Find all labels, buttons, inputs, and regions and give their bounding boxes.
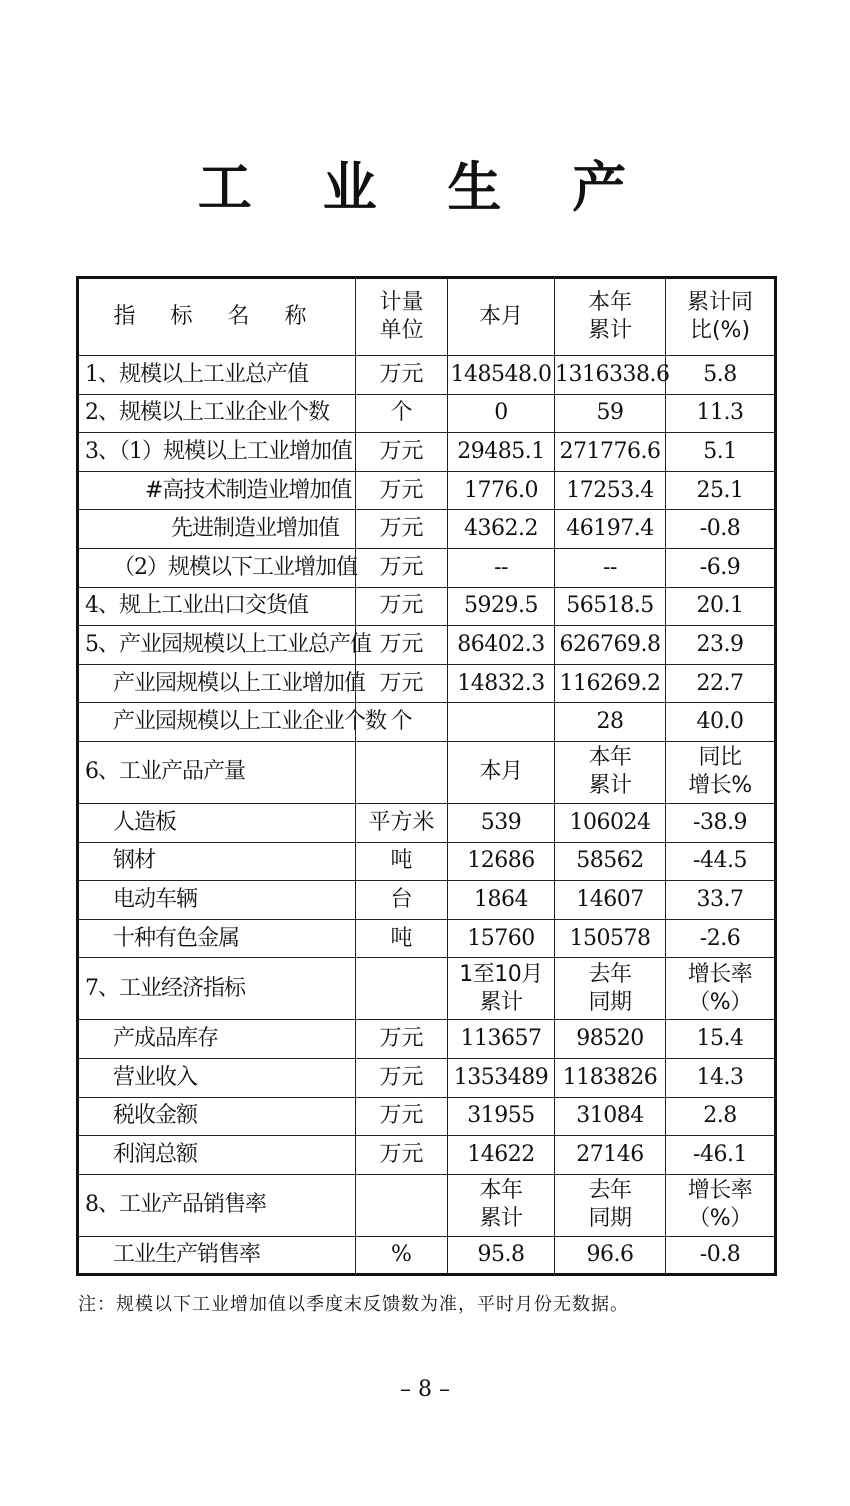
value-cell-3: 14.3 bbox=[666, 1058, 776, 1097]
unit-cell: 平方米 bbox=[356, 803, 448, 842]
header-unit-line2: 单位 bbox=[379, 318, 424, 343]
value-cell-1: 95.8 bbox=[448, 1236, 555, 1275]
value-cell-2: 14607 bbox=[555, 881, 666, 920]
unit-cell bbox=[356, 741, 448, 803]
section-col-2 bbox=[555, 741, 666, 803]
section-col-2-line2: 累计 bbox=[588, 773, 632, 799]
section-col-1-line2: 累计 bbox=[479, 1206, 523, 1232]
value-cell-3: -0.8 bbox=[666, 1236, 776, 1275]
section-col-2-line1: 去年 bbox=[588, 961, 632, 987]
unit-cell: 万元 bbox=[356, 1058, 448, 1097]
value-cell-1: 1353489 bbox=[448, 1058, 555, 1097]
section-col-3-line1: 同比 bbox=[698, 745, 742, 771]
section-col-3 bbox=[666, 741, 776, 803]
header-indicator-name: 指 标 名 称 bbox=[78, 278, 356, 356]
value-cell-2: 271776.6 bbox=[555, 433, 666, 472]
value-cell-1: 113657 bbox=[448, 1020, 555, 1059]
table-row bbox=[78, 1236, 776, 1275]
unit-cell: % bbox=[356, 1236, 448, 1275]
table-row bbox=[78, 394, 776, 433]
unit-cell: 吨 bbox=[356, 919, 448, 958]
value-cell-3: -0.8 bbox=[666, 510, 776, 549]
value-cell-1: 14832.3 bbox=[448, 664, 555, 703]
table-row bbox=[78, 471, 776, 510]
value-cell-3: -46.1 bbox=[666, 1136, 776, 1175]
header-yoy-line1: 累计同 bbox=[686, 290, 753, 315]
section-col-3 bbox=[666, 1174, 776, 1236]
value-cell-3: -2.6 bbox=[666, 919, 776, 958]
value-cell-1: 15760 bbox=[448, 919, 555, 958]
value-cell-2: 58562 bbox=[555, 842, 666, 881]
value-cell-1: 86402.3 bbox=[448, 626, 555, 665]
header-yoy-line2: 比(%) bbox=[689, 318, 751, 343]
section-col-3-line2: （%） bbox=[688, 989, 752, 1015]
indicator-name: 十种有色金属 bbox=[78, 919, 356, 958]
table-row bbox=[78, 919, 776, 958]
unit-cell: 万元 bbox=[356, 664, 448, 703]
section-header-row bbox=[78, 958, 776, 1020]
section-col-3 bbox=[666, 958, 776, 1020]
indicator-name: 营业收入 bbox=[78, 1058, 356, 1097]
value-cell-2: 96.6 bbox=[555, 1236, 666, 1275]
table-row bbox=[78, 842, 776, 881]
header-unit-line1: 计量 bbox=[379, 290, 424, 315]
value-cell-2: 116269.2 bbox=[555, 664, 666, 703]
indicator-name: 电动车辆 bbox=[78, 881, 356, 920]
header-yoy bbox=[666, 278, 776, 356]
value-cell-3: -44.5 bbox=[666, 842, 776, 881]
unit-cell: 万元 bbox=[356, 1097, 448, 1136]
indicator-name: #高技术制造业增加值 bbox=[78, 471, 356, 510]
section-col-2-line1: 本年 bbox=[588, 745, 632, 771]
value-cell-2: 1183826 bbox=[555, 1058, 666, 1097]
value-cell-1: 29485.1 bbox=[448, 433, 555, 472]
footnote: 注：规模以下工业增加值以季度末反馈数为准，平时月份无数据。 bbox=[78, 1294, 629, 1315]
value-cell-2: 46197.4 bbox=[555, 510, 666, 549]
value-cell-2: -- bbox=[555, 548, 666, 587]
indicator-name: 产业园规模以上工业增加值 bbox=[78, 664, 356, 703]
header-unit bbox=[356, 278, 448, 356]
unit-cell: 万元 bbox=[356, 356, 448, 395]
value-cell-2: 27146 bbox=[555, 1136, 666, 1175]
value-cell-2: 150578 bbox=[555, 919, 666, 958]
value-cell-1: 4362.2 bbox=[448, 510, 555, 549]
table-row bbox=[78, 881, 776, 920]
value-cell-1: 14622 bbox=[448, 1136, 555, 1175]
indicator-name: 先进制造业增加值 bbox=[78, 510, 356, 549]
table-row bbox=[78, 1058, 776, 1097]
unit-cell: 万元 bbox=[356, 626, 448, 665]
table-row bbox=[78, 1020, 776, 1059]
industrial-production-table bbox=[76, 276, 777, 1276]
section-col-2-line2: 同期 bbox=[588, 989, 632, 1015]
table-row bbox=[78, 548, 776, 587]
value-cell-3: 25.1 bbox=[666, 471, 776, 510]
value-cell-2: 17253.4 bbox=[555, 471, 666, 510]
section-name: 7、工业经济指标 bbox=[78, 958, 356, 1020]
unit-cell: 万元 bbox=[356, 1136, 448, 1175]
value-cell-1: 539 bbox=[448, 803, 555, 842]
indicator-name: 钢材 bbox=[78, 842, 356, 881]
value-cell-1: 0 bbox=[448, 394, 555, 433]
value-cell-1: 1864 bbox=[448, 881, 555, 920]
value-cell-3: 20.1 bbox=[666, 587, 776, 626]
unit-cell bbox=[356, 958, 448, 1020]
section-col-2-line1: 去年 bbox=[588, 1178, 632, 1204]
header-month: 本月 bbox=[448, 278, 555, 356]
value-cell-3: 5.1 bbox=[666, 433, 776, 472]
section-name: 8、工业产品销售率 bbox=[78, 1174, 356, 1236]
section-col-1-line1: 本年 bbox=[479, 1178, 523, 1204]
value-cell-1: 12686 bbox=[448, 842, 555, 881]
unit-cell: 万元 bbox=[356, 587, 448, 626]
value-cell-3: 33.7 bbox=[666, 881, 776, 920]
table-row bbox=[78, 1136, 776, 1175]
section-col-3-line2: （%） bbox=[688, 1206, 752, 1232]
value-cell-2: 56518.5 bbox=[555, 587, 666, 626]
value-cell-1: 5929.5 bbox=[448, 587, 555, 626]
value-cell-2: 28 bbox=[555, 703, 666, 742]
section-col-3-line1: 增长率 bbox=[687, 1178, 753, 1204]
value-cell-3: 15.4 bbox=[666, 1020, 776, 1059]
indicator-name: （2）规模以下工业增加值 bbox=[78, 548, 356, 587]
value-cell-3: -6.9 bbox=[666, 548, 776, 587]
table-header-row bbox=[78, 278, 776, 356]
unit-cell: 吨 bbox=[356, 842, 448, 881]
value-cell-3: 11.3 bbox=[666, 394, 776, 433]
section-col-2 bbox=[555, 958, 666, 1020]
unit-cell: 个 bbox=[356, 703, 448, 742]
header-ytd-line2: 累计 bbox=[587, 318, 632, 343]
value-cell-2: 98520 bbox=[555, 1020, 666, 1059]
value-cell-3: 2.8 bbox=[666, 1097, 776, 1136]
table-row bbox=[78, 703, 776, 742]
header-ytd bbox=[555, 278, 666, 356]
unit-cell bbox=[356, 1174, 448, 1236]
indicator-name: 4、规上工业出口交货值 bbox=[78, 587, 356, 626]
unit-cell: 万元 bbox=[356, 433, 448, 472]
value-cell-1: 148548.0 bbox=[448, 356, 555, 395]
indicator-name: 利润总额 bbox=[78, 1136, 356, 1175]
indicator-name: 3、（1）规模以上工业增加值 bbox=[78, 433, 356, 472]
value-cell-1 bbox=[448, 703, 555, 742]
section-col-1 bbox=[448, 958, 555, 1020]
table-row bbox=[78, 1097, 776, 1136]
unit-cell: 万元 bbox=[356, 1020, 448, 1059]
section-col-3-line2: 增长% bbox=[688, 773, 752, 799]
table-row bbox=[78, 356, 776, 395]
value-cell-2: 106024 bbox=[555, 803, 666, 842]
section-col-2-line2: 同期 bbox=[588, 1206, 632, 1232]
table-row bbox=[78, 587, 776, 626]
indicator-name: 工业生产销售率 bbox=[78, 1236, 356, 1275]
section-name: 6、工业产品产量 bbox=[78, 741, 356, 803]
indicator-name: 产成品库存 bbox=[78, 1020, 356, 1059]
table-row bbox=[78, 664, 776, 703]
section-col-1 bbox=[448, 1174, 555, 1236]
table-row bbox=[78, 510, 776, 549]
indicator-name: 1、规模以上工业总产值 bbox=[78, 356, 356, 395]
table-row bbox=[78, 433, 776, 472]
section-col-2 bbox=[555, 1174, 666, 1236]
page-title: 工 业 生 产 bbox=[197, 155, 653, 219]
value-cell-2: 59 bbox=[555, 394, 666, 433]
value-cell-1: 31955 bbox=[448, 1097, 555, 1136]
value-cell-3: 23.9 bbox=[666, 626, 776, 665]
page-number: – 8 – bbox=[400, 1377, 450, 1402]
section-col-1: 本月 bbox=[448, 741, 555, 803]
header-ytd-line1: 本年 bbox=[587, 290, 632, 315]
value-cell-1: 1776.0 bbox=[448, 471, 555, 510]
indicator-name: 5、产业园规模以上工业总产值 bbox=[78, 626, 356, 665]
table-row bbox=[78, 803, 776, 842]
value-cell-3: 40.0 bbox=[666, 703, 776, 742]
unit-cell: 万元 bbox=[356, 471, 448, 510]
unit-cell: 台 bbox=[356, 881, 448, 920]
value-cell-2: 626769.8 bbox=[555, 626, 666, 665]
section-col-3-line1: 增长率 bbox=[687, 961, 753, 987]
value-cell-2: 31084 bbox=[555, 1097, 666, 1136]
table-row bbox=[78, 626, 776, 665]
unit-cell: 万元 bbox=[356, 510, 448, 549]
section-header-row bbox=[78, 1174, 776, 1236]
section-col-1-line1: 1至10月 bbox=[459, 961, 543, 987]
value-cell-3: 22.7 bbox=[666, 664, 776, 703]
section-col-1-line2: 累计 bbox=[479, 989, 523, 1015]
section-header-row bbox=[78, 741, 776, 803]
indicator-name: 产业园规模以上工业企业个数 bbox=[78, 703, 356, 742]
value-cell-2: 1316338.6 bbox=[555, 356, 666, 395]
indicator-name: 2、规模以上工业企业个数 bbox=[78, 394, 356, 433]
indicator-name: 人造板 bbox=[78, 803, 356, 842]
value-cell-1: -- bbox=[448, 548, 555, 587]
unit-cell: 万元 bbox=[356, 548, 448, 587]
unit-cell: 个 bbox=[356, 394, 448, 433]
indicator-name: 税收金额 bbox=[78, 1097, 356, 1136]
value-cell-3: 5.8 bbox=[666, 356, 776, 395]
value-cell-3: -38.9 bbox=[666, 803, 776, 842]
